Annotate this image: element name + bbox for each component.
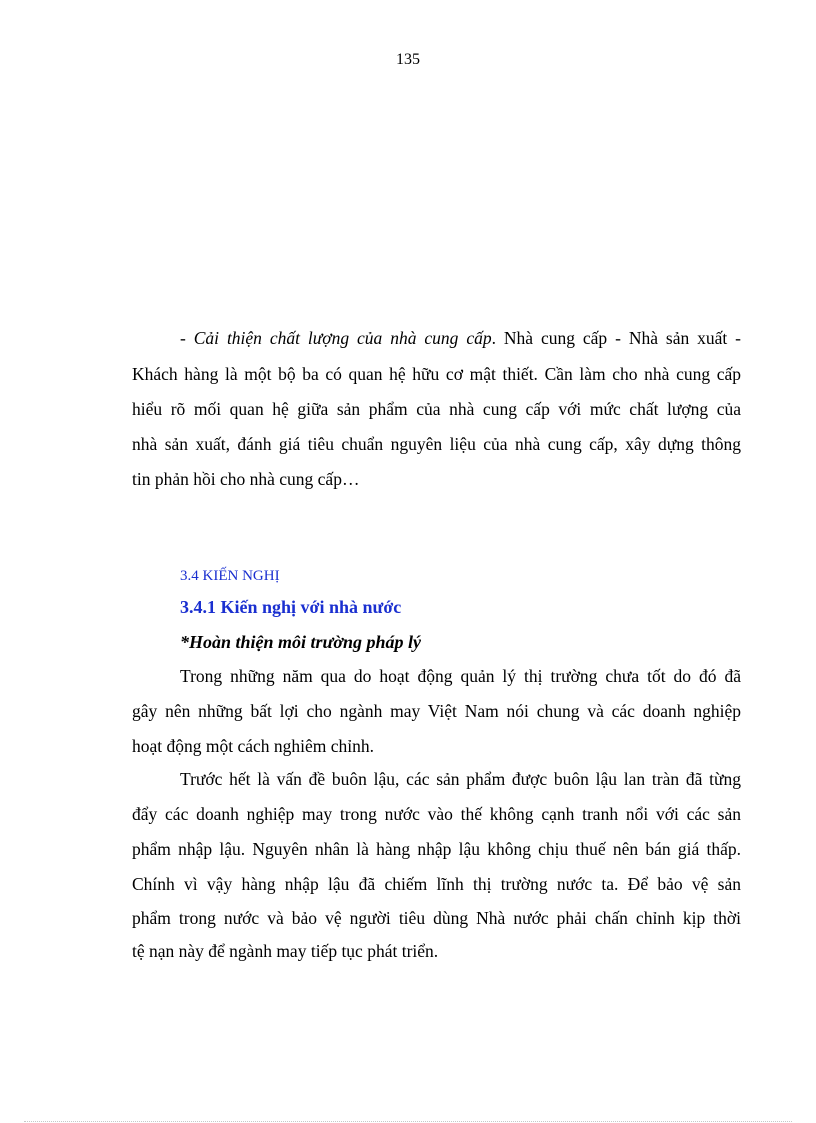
paragraph-line: Chính vì vậy hàng nhập lậu đã chiếm lĩnh thị trường nước ta. Để bảo vệ sản: [132, 874, 741, 894]
paragraph-line: gây nên những bất lợi cho ngành may Việt Nam nói chung và các doanh nghiệp: [132, 701, 741, 721]
paragraph-line: Trong những năm qua do hoạt động quản lý thị trường chưa tốt do đó đã: [180, 666, 741, 686]
paragraph-line: [180, 327, 741, 349]
italic-lead: - Cải thiện chất lượng của nhà cung cấp: [180, 328, 492, 348]
page-number: 135: [396, 51, 420, 68]
lead-rest: . Nhà cung cấp - Nhà sản xuất -: [491, 328, 741, 348]
topic-heading: *Hoàn thiện môi trường pháp lý: [180, 632, 421, 652]
paragraph-line: phẩm nhập lậu. Nguyên nhân là hàng nhập lậu không chịu thuế nên bán giá thấp.: [132, 839, 741, 859]
paragraph-line: Trước hết là vấn đề buôn lậu, các sản phẩm được buôn lậu lan tràn đã từng: [180, 769, 741, 789]
page-bottom-rule: [24, 1121, 792, 1122]
paragraph-line: tệ nạn này để ngành may tiếp tục phát triển.: [132, 941, 439, 961]
paragraph-line: nhà sản xuất, đánh giá tiêu chuẩn nguyên liệu của nhà cung cấp, xây dựng thông: [132, 434, 741, 454]
section-heading: 3.4 KIẾN NGHỊ: [180, 568, 280, 584]
paragraph-line: tin phản hồi cho nhà cung cấp…: [132, 469, 360, 489]
subsection-heading: 3.4.1 Kiến nghị với nhà nước: [180, 597, 402, 617]
paragraph-line: đẩy các doanh nghiệp may trong nước vào thế không cạnh tranh nổi với các sản: [132, 804, 741, 824]
paragraph-line: phẩm trong nước và bảo vệ người tiêu dùng Nhà nước phải chấn chỉnh kịp thời: [132, 908, 741, 928]
paragraph-line: hoạt động một cách nghiêm chỉnh.: [132, 736, 375, 756]
paragraph-line: Khách hàng là một bộ ba có quan hệ hữu cơ mật thiết. Cần làm cho nhà cung cấp: [132, 364, 741, 384]
paragraph-line: hiểu rõ mối quan hệ giữa sản phẩm của nhà cung cấp với mức chất lượng của: [132, 399, 741, 419]
